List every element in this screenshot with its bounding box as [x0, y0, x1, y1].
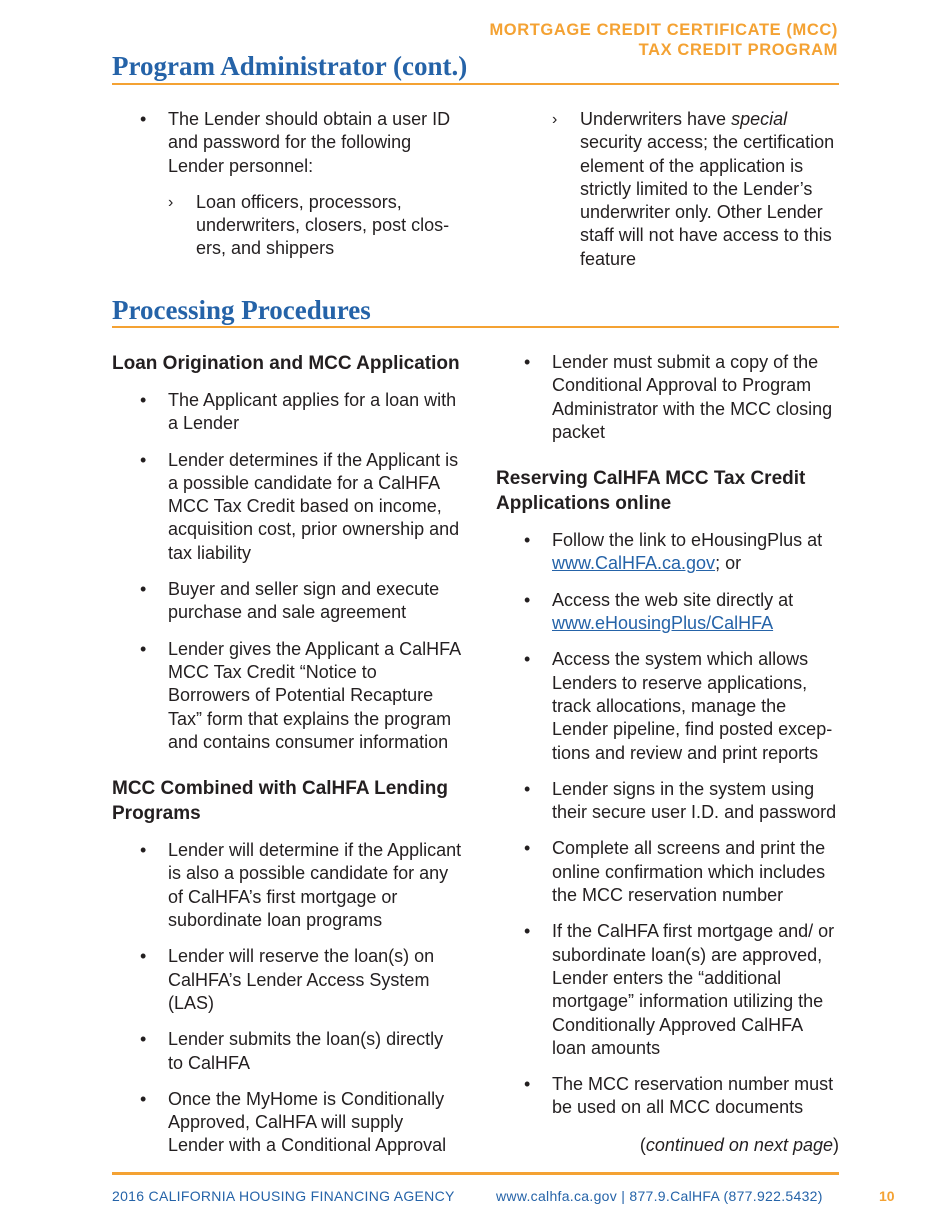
- list-item: • The Lender should obtain a user ID and password for the following Lender personnel:: [112, 108, 462, 178]
- section1-left-column: [112, 108, 462, 274]
- program-header: [489, 20, 838, 60]
- list-item: • The MCC reservation number must be used on all MCC documents: [496, 1073, 839, 1120]
- section-rule: [112, 83, 839, 85]
- list-item: • Access the system which allows Lenders to reserve applications, track allocations, manage the Lender pipeline, find posted exceptions and review and print reports: [496, 648, 839, 764]
- calhfa-link[interactable]: www.CalHFA.ca.gov: [552, 553, 716, 574]
- list-item: • Access the web site directly at www.eHousingPlus/CalHFA: [496, 589, 839, 636]
- footer-contact: www.calhfa.ca.gov | 877.9.CalHFA (877.922.5432): [496, 1188, 823, 1204]
- list-item: • The Applicant applies for a loan with a Lender: [112, 389, 462, 436]
- footer-rule: [112, 1172, 839, 1175]
- section1-right-column: [496, 108, 839, 271]
- subheading-mcc-combined: MCC Combined with CalHFA Lending Programs: [112, 778, 448, 825]
- list-item: • Follow the link to eHousingPlus at www.CalHFA.ca.gov; or: [496, 529, 839, 576]
- list-item: • Lender will determine if the Applicant is also a possible candidate for any of CalHFA’s first mortgage or subordinate loan programs: [112, 839, 462, 932]
- list-item: • Lender must submit a copy of the Conditional Approval to Program Administrator with the MCC closing packet: [496, 351, 839, 444]
- list-item: • Lender signs in the system using their secure user I.D. and password: [496, 778, 839, 825]
- list-item: • Buyer and seller sign and execute purchase and sale agreement: [112, 578, 462, 625]
- list-item: • If the CalHFA first mortgage and/ or subordinate loan(s) are approved, Lender enters the “additional mortgage” information utilizing the Conditionally Approved CalHFA loan amounts: [496, 920, 839, 1060]
- list-item: • Lender determines if the Applicant is a possible candidate for a CalHFA MCC Tax Credit based on income, acquisition cost, prior ownership and tax liability: [112, 449, 462, 565]
- footer-agency: 2016 CALIFORNIA HOUSING FINANCING AGENCY: [112, 1188, 455, 1204]
- continued-note: (continued on next page): [639, 1134, 839, 1155]
- section-title-processing-procedures: Processing Procedures: [112, 295, 371, 325]
- list-item: • Once the MyHome is Conditionally Approved, CalHFA will supply Lender with a Conditional Approval: [112, 1088, 462, 1158]
- list-item: • Lender will reserve the loan(s) on CalHFA’s Lender Access System (LAS): [112, 945, 462, 1015]
- emphasis-special: special: [731, 109, 788, 129]
- list-item: • Lender gives the Applicant a CalHFA MCC Tax Credit “Notice to Borrowers of Potential Recapture Tax” form that explains the program and contains consumer information: [112, 638, 462, 754]
- section-rule: [112, 326, 839, 328]
- list-item: • Lender submits the loan(s) directly to CalHFA: [112, 1028, 462, 1075]
- section2-right-column: [496, 351, 839, 1157]
- subheading-loan-origination: Loan Origination and MCC Application: [112, 353, 460, 374]
- subheading-reserving-online: Reserving CalHFA MCC Tax Credit Applications online: [496, 468, 806, 515]
- program-header-line1: MORTGAGE CREDIT CERTIFICATE (MCC): [489, 21, 838, 39]
- sub-list-item: › Loan officers, processors, underwriters, closers, post closers, and shippers: [112, 191, 462, 261]
- section2-left-column: [112, 351, 462, 1171]
- ehousingplus-link[interactable]: www.eHousingPlus/CalHFA: [552, 613, 774, 634]
- page-number: 10: [879, 1188, 895, 1204]
- list-item: • Complete all screens and print the online confirmation which includes the MCC reservation number: [496, 837, 839, 907]
- section-title-program-administrator: Program Administrator (cont.): [112, 51, 468, 81]
- program-header-line2: TAX CREDIT PROGRAM: [638, 41, 838, 59]
- sub-list-item: › Underwriters have special security access; the certification element of the application is strictly limited to the Lender’s underwriter only. Other Lender staff will not have access to this feature: [496, 108, 839, 271]
